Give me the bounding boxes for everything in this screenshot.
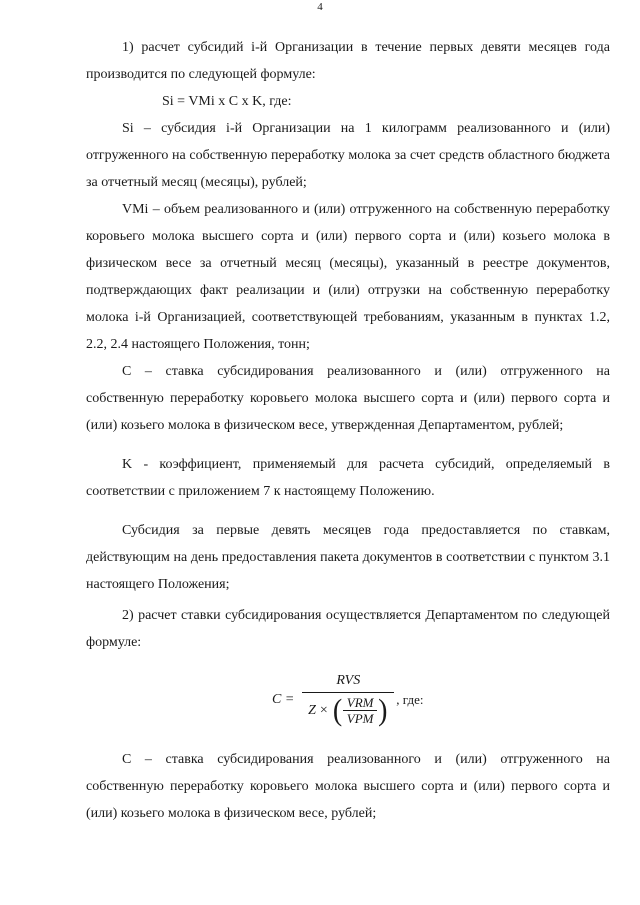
- paragraph-intro: 1) расчет субсидий i-й Организации в течение первых девяти месяцев года производится по следующей формуле:: [86, 40, 610, 82]
- paragraph-rate-calc-intro: 2) расчет ставки субсидирования осуществляется Департаментом по следующей формуле:: [86, 608, 610, 650]
- paragraph-k-definition: K - коэффициент, применяемый для расчета субсидий, определяемый в соответствии с приложением 7 к настоящему Положению.: [86, 457, 610, 499]
- formula-si: Si = VMi x C x K, где:: [162, 94, 292, 109]
- paragraph-c-definition: С – ставка субсидирования реализованного и (или) отгруженного на собственную переработку коровьего молока высшего сорта и (или) первого сорта и (или) козьего молока в физическом весе, утвержденная Департаментом, рублей;: [86, 364, 610, 433]
- paragraph-si-definition: Si – субсидия i-й Организации на 1 килограмм реализованного и (или) отгруженного на собственную переработку молока за счет средств областного бюджета за отчетный месяц (месяцы), рублей;: [86, 121, 610, 190]
- document-body: [86, 34, 610, 827]
- paragraph-rates: Субсидия за первые девять месяцев года предоставляется по ставкам, действующим на день предоставления пакета документов в соответствии с пунктом 3.1 настоящего Положения;: [86, 523, 610, 592]
- formula-z: Z: [308, 702, 316, 718]
- formula-suffix: , где:: [396, 691, 424, 707]
- formula-sub-numerator: VRM: [346, 695, 374, 710]
- formula-sub-denominator: VPM: [346, 711, 374, 726]
- formula-lhs: C =: [272, 691, 295, 707]
- formula-numerator: RVS: [336, 673, 361, 688]
- page-number: 4: [317, 1, 323, 13]
- formula-times: ×: [319, 702, 328, 718]
- formula-fraction: [302, 672, 394, 726]
- paragraph-vmi-definition: VMi – объем реализованного и (или) отгруженного на собственную переработку коровьего молока высшего сорта и (или) первого сорта и (или) козьего молока в физическом весе за отчетный месяц (месяцы), указанный в реестре документов, подтверждающих факт реализации и (или) отгрузки на собственную переработку молока i-й Организацией, соответствующей требованиям, указанным в пунктах 1.2, 2.2, 2.4 настоящего Положения, тонн;: [86, 202, 610, 352]
- formula-denominator: [308, 693, 388, 726]
- formula-close-paren: ): [378, 692, 388, 727]
- paragraph-c-rate-definition: С – ставка субсидирования реализованного и (или) отгруженного на собственную переработку коровьего молока высшего сорта и (или) первого сорта и (или) козьего молока в физическом весе, рублей;: [86, 752, 610, 821]
- formula-subfraction: [343, 695, 377, 726]
- formula-rate: [86, 668, 610, 730]
- formula-open-paren: (: [332, 692, 343, 727]
